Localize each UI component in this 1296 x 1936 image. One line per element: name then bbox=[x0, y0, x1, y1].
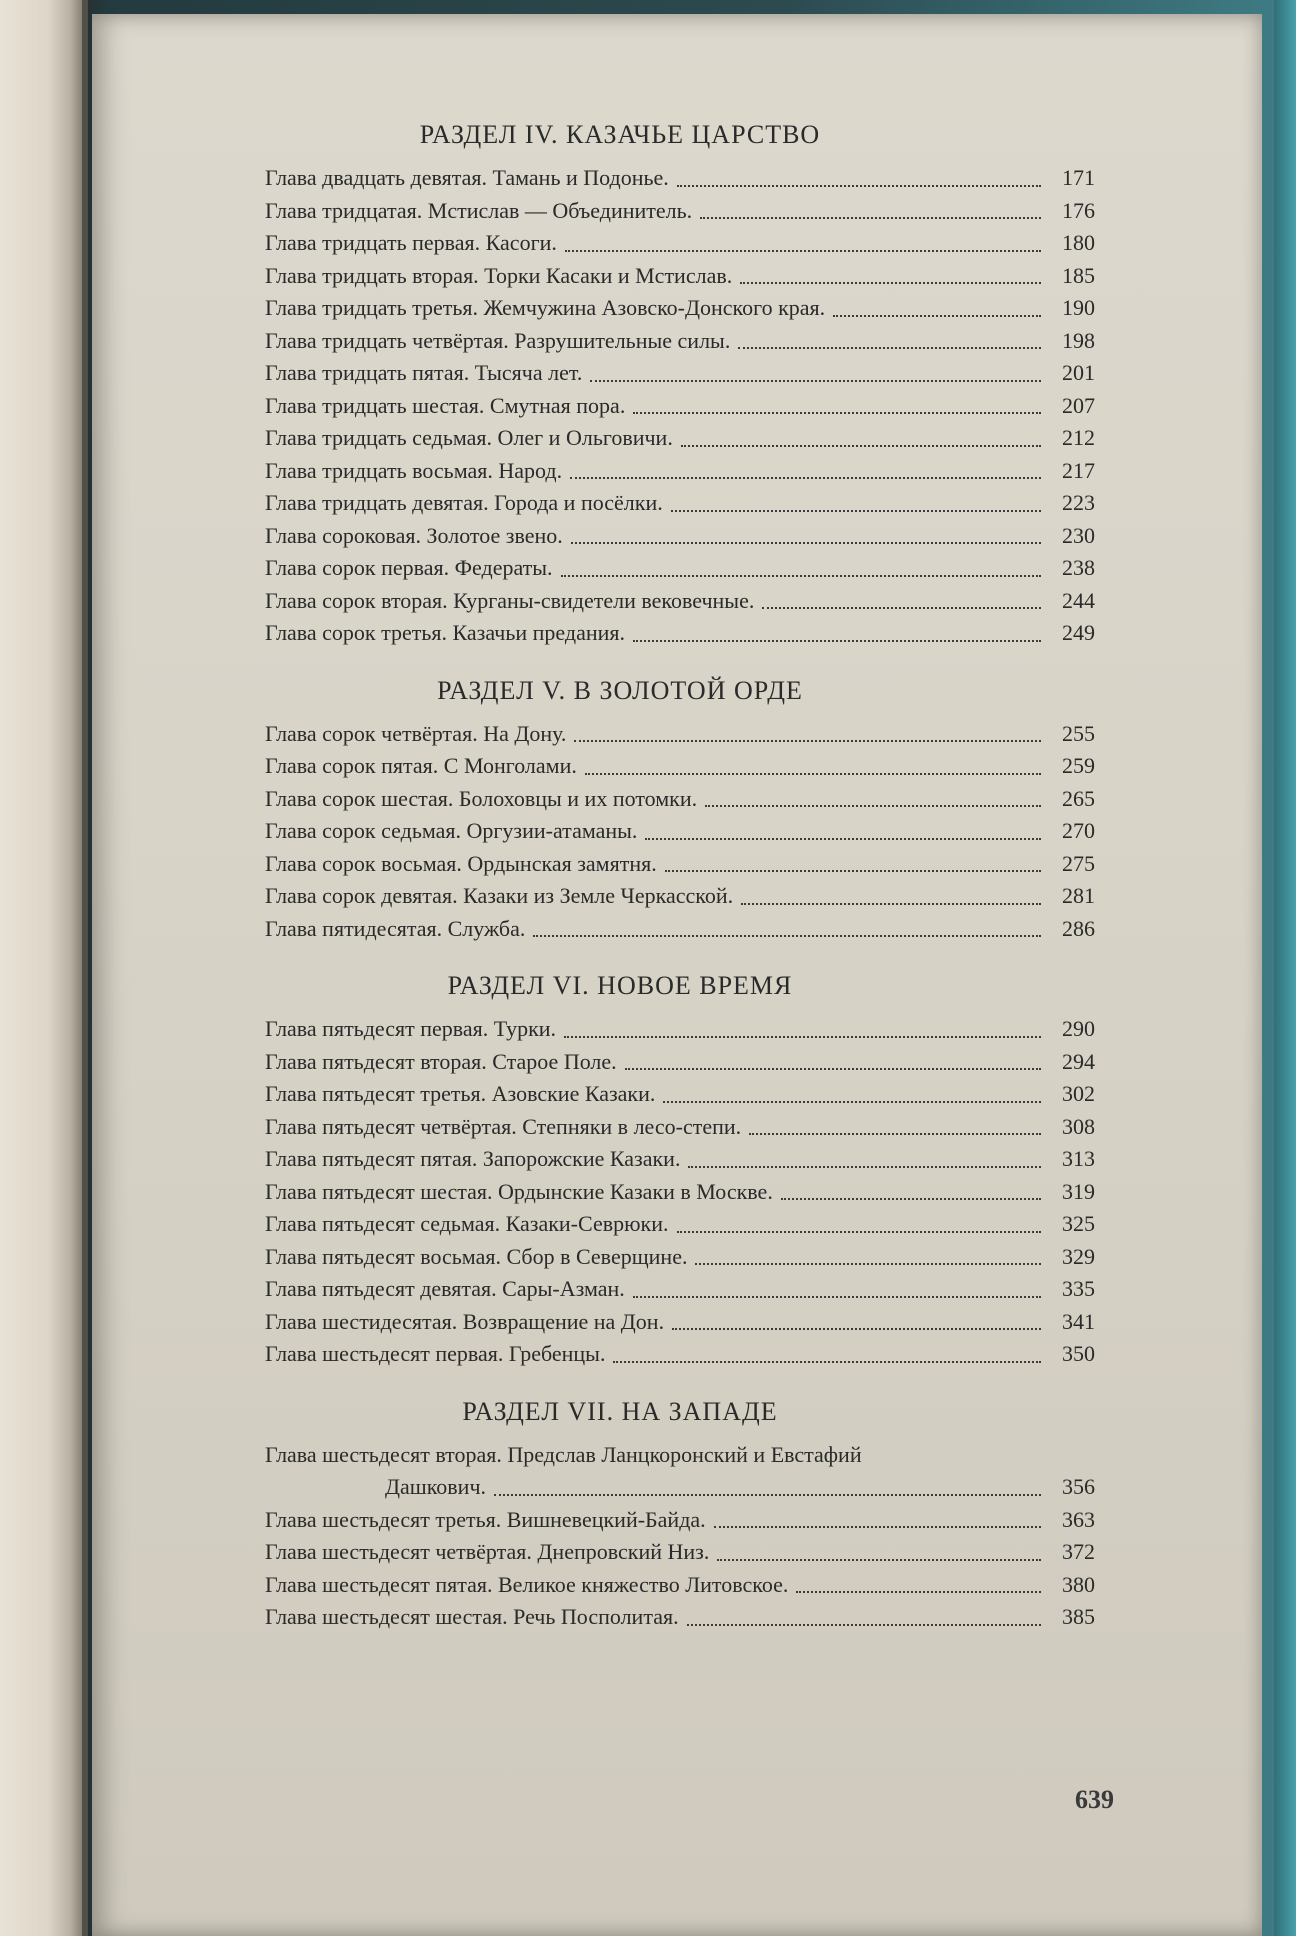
entry-title: Глава тридцать восьмая. Народ. bbox=[265, 457, 563, 483]
entry-title: Глава сорок вторая. Курганы-свидетели вековечные. bbox=[265, 587, 755, 613]
toc-entry bbox=[140, 880, 1140, 913]
dot-leader bbox=[565, 250, 1041, 252]
toc-entry bbox=[140, 617, 1140, 650]
toc-entry bbox=[140, 357, 1140, 390]
dot-leader bbox=[749, 1133, 1041, 1135]
entry-title: Глава тридцать вторая. Торки Касаки и Мстислав. bbox=[265, 262, 733, 288]
dot-leader bbox=[781, 1198, 1041, 1200]
entry-title: Глава пятьдесят седьмая. Казаки-Севрюки. bbox=[265, 1211, 669, 1236]
left-page-edge bbox=[0, 0, 88, 1936]
toc-entry bbox=[140, 292, 1140, 325]
entry-page-number: 363 bbox=[1062, 1506, 1095, 1532]
toc-entry bbox=[140, 1208, 1140, 1241]
entry-page-number: 380 bbox=[1062, 1571, 1095, 1597]
entry-page-number: 249 bbox=[1062, 620, 1095, 645]
entry-page-number: 290 bbox=[1062, 1016, 1095, 1041]
toc-entry bbox=[140, 1241, 1140, 1274]
toc-entry bbox=[140, 260, 1140, 293]
entry-title: Глава тридцать седьмая. Олег и Ольговичи. bbox=[265, 425, 673, 450]
entry-page-number: 281 bbox=[1062, 883, 1095, 908]
entry-title: Глава сорок четвёртая. На Дону. bbox=[265, 720, 567, 746]
dot-leader bbox=[738, 347, 1041, 349]
toc-entry bbox=[140, 195, 1140, 228]
toc-entry bbox=[140, 162, 1140, 195]
entry-title: Глава пятидесятая. Служба. bbox=[265, 915, 526, 941]
entry-title: Глава шестьдесят вторая. Предслав Ланцкоронский и Евстафий bbox=[265, 1441, 862, 1467]
toc-entry bbox=[140, 455, 1140, 488]
dot-leader bbox=[762, 607, 1041, 609]
toc-entry bbox=[140, 487, 1140, 520]
entry-page-number: 259 bbox=[1062, 753, 1095, 778]
entry-title: Глава двадцать девятая. Тамань и Подонье. bbox=[265, 165, 669, 190]
toc-entry bbox=[140, 325, 1140, 358]
entry-page-number: 201 bbox=[1062, 360, 1095, 385]
entry-title: Глава тридцать четвёртая. Разрушительные силы. bbox=[265, 327, 731, 353]
toc-entry bbox=[140, 1046, 1140, 1079]
toc-entry bbox=[140, 750, 1140, 783]
entry-title: Глава сорок третья. Казачьи предания. bbox=[265, 620, 626, 645]
entry-title: Глава сороковая. Золотое звено. bbox=[265, 522, 563, 548]
entry-page-number: 294 bbox=[1062, 1048, 1095, 1074]
section-title: РАЗДЕЛ VI. НОВОЕ ВРЕМЯ bbox=[447, 971, 793, 1000]
toc-entry bbox=[140, 1111, 1140, 1144]
entry-page-number: 238 bbox=[1062, 555, 1095, 580]
dot-leader bbox=[571, 542, 1041, 544]
entry-title: Глава пятьдесят девятая. Сары-Азман. bbox=[265, 1276, 625, 1301]
entry-continuation-line bbox=[265, 1471, 1140, 1504]
page-number: 639 bbox=[1075, 1785, 1114, 1814]
entry-title: Глава тридцать шестая. Смутная пора. bbox=[265, 392, 626, 418]
dot-leader bbox=[695, 1263, 1041, 1265]
toc-entry bbox=[140, 1273, 1140, 1306]
toc-entry bbox=[140, 227, 1140, 260]
entry-page-number: 230 bbox=[1062, 522, 1095, 548]
toc-entry bbox=[140, 1306, 1140, 1339]
dot-leader bbox=[714, 1526, 1041, 1528]
entry-title: Глава шестьдесят третья. Вишневецкий-Байда. bbox=[265, 1506, 706, 1532]
entry-page-number: 341 bbox=[1062, 1308, 1095, 1334]
section-title: РАЗДЕЛ VII. НА ЗАПАДЕ bbox=[462, 1396, 778, 1426]
dot-leader bbox=[633, 640, 1041, 642]
book-cover-edge bbox=[1274, 0, 1296, 1936]
table-of-contents bbox=[140, 120, 1140, 1634]
entry-page-number: 176 bbox=[1062, 197, 1095, 223]
dot-leader bbox=[574, 740, 1041, 742]
dot-leader bbox=[796, 1591, 1041, 1593]
toc-entry-list bbox=[140, 162, 1140, 650]
entry-title: Глава тридцать первая. Касоги. bbox=[265, 230, 557, 255]
dot-leader bbox=[665, 870, 1041, 872]
dot-leader bbox=[625, 1068, 1041, 1070]
dot-leader bbox=[681, 445, 1041, 447]
entry-title: Глава пятьдесят пятая. Запорожские Казаки. bbox=[265, 1146, 681, 1171]
entry-title: Глава сорок девятая. Казаки из Земле Черкасской. bbox=[265, 883, 734, 908]
toc-entry bbox=[140, 1536, 1140, 1569]
entry-page-number: 313 bbox=[1062, 1146, 1095, 1171]
dot-leader bbox=[688, 1166, 1041, 1168]
section-title: РАЗДЕЛ V. В ЗОЛОТОЙ ОРДЕ bbox=[437, 675, 803, 705]
dot-leader bbox=[613, 1361, 1041, 1363]
dot-leader bbox=[740, 282, 1041, 284]
toc-entry-list bbox=[140, 1013, 1140, 1371]
entry-title: Глава сорок первая. Федераты. bbox=[265, 555, 553, 580]
entry-title: Глава пятьдесят вторая. Старое Поле. bbox=[265, 1048, 617, 1074]
toc-entry bbox=[140, 585, 1140, 618]
entry-title-continuation: Дашкович. bbox=[385, 1474, 487, 1499]
dot-leader bbox=[687, 1624, 1041, 1626]
entry-page-number: 350 bbox=[1062, 1341, 1095, 1366]
entry-page-number: 356 bbox=[1062, 1474, 1095, 1499]
toc-entry bbox=[140, 1601, 1140, 1634]
dot-leader bbox=[561, 575, 1041, 577]
entry-title: Глава пятьдесят четвёртая. Степняки в лесо-степи. bbox=[265, 1113, 742, 1139]
entry-page-number: 198 bbox=[1062, 327, 1095, 353]
entry-page-number: 185 bbox=[1062, 262, 1095, 288]
entry-title: Глава сорок восьмая. Ордынская замятня. bbox=[265, 850, 657, 876]
entry-page-number: 302 bbox=[1062, 1081, 1095, 1106]
toc-entry bbox=[140, 1176, 1140, 1209]
dot-leader bbox=[645, 838, 1041, 840]
dot-leader bbox=[633, 1296, 1041, 1298]
entry-page-number: 325 bbox=[1062, 1211, 1095, 1236]
entry-page-number: 190 bbox=[1062, 295, 1095, 320]
entry-title: Глава тридцать третья. Жемчужина Азовско-Донского края. bbox=[265, 295, 826, 320]
entry-page-number: 335 bbox=[1062, 1276, 1095, 1301]
dot-leader bbox=[633, 412, 1041, 414]
entry-title: Глава сорок пятая. С Монголами. bbox=[265, 753, 577, 778]
entry-page-number: 319 bbox=[1062, 1178, 1095, 1204]
dot-leader bbox=[671, 510, 1041, 512]
entry-title: Глава тридцать девятая. Города и посёлки. bbox=[265, 490, 663, 515]
toc-entry bbox=[140, 783, 1140, 816]
entry-title: Глава пятьдесят восьмая. Сбор в Северщине. bbox=[265, 1243, 688, 1269]
entry-title: Глава пятьдесят третья. Азовские Казаки. bbox=[265, 1081, 656, 1106]
dot-leader bbox=[564, 1036, 1041, 1038]
dot-leader bbox=[717, 1559, 1041, 1561]
entry-page-number: 255 bbox=[1062, 720, 1095, 746]
dot-leader bbox=[585, 773, 1041, 775]
dot-leader bbox=[833, 315, 1041, 317]
entry-title: Глава пятьдесят первая. Турки. bbox=[265, 1016, 557, 1041]
toc-section bbox=[140, 676, 1140, 946]
entry-page-number: 223 bbox=[1062, 490, 1095, 515]
toc-section bbox=[140, 1397, 1140, 1634]
entry-title: Глава сорок седьмая. Оргузии-атаманы. bbox=[265, 818, 638, 843]
toc-entry bbox=[140, 520, 1140, 553]
dot-leader bbox=[677, 185, 1041, 187]
entry-page-number: 212 bbox=[1062, 425, 1095, 450]
toc-entry bbox=[140, 1569, 1140, 1602]
entry-title: Глава шестьдесят четвёртая. Днепровский Низ. bbox=[265, 1539, 710, 1564]
entry-page-number: 385 bbox=[1062, 1604, 1095, 1629]
entry-page-number: 329 bbox=[1062, 1243, 1095, 1269]
entry-page-number: 217 bbox=[1062, 457, 1095, 483]
dot-leader bbox=[533, 935, 1041, 937]
toc-entry bbox=[140, 1439, 1140, 1504]
toc-entry bbox=[140, 913, 1140, 946]
dot-leader bbox=[494, 1494, 1041, 1496]
dot-leader bbox=[672, 1328, 1041, 1330]
entry-page-number: 275 bbox=[1062, 850, 1095, 876]
toc-entry bbox=[140, 1078, 1140, 1111]
toc-entry bbox=[140, 1504, 1140, 1537]
toc-entry bbox=[140, 552, 1140, 585]
toc-entry bbox=[140, 1338, 1140, 1371]
toc-entry bbox=[140, 718, 1140, 751]
entry-page-number: 171 bbox=[1062, 165, 1095, 190]
toc-entry bbox=[140, 422, 1140, 455]
entry-title: Глава шестьдесят шестая. Речь Посполитая. bbox=[265, 1604, 679, 1629]
dot-leader bbox=[677, 1231, 1042, 1233]
entry-page-number: 180 bbox=[1062, 230, 1095, 255]
entry-title: Глава тридцать пятая. Тысяча лет. bbox=[265, 360, 583, 385]
toc-section bbox=[140, 120, 1140, 650]
entry-page-number: 265 bbox=[1062, 785, 1095, 811]
entry-title: Глава шестьдесят пятая. Великое княжество Литовское. bbox=[265, 1571, 789, 1597]
entry-title: Глава шестьдесят первая. Гребенцы. bbox=[265, 1341, 606, 1366]
toc-entry-list bbox=[140, 718, 1140, 946]
toc-entry bbox=[140, 1013, 1140, 1046]
dot-leader bbox=[663, 1101, 1041, 1103]
dot-leader bbox=[700, 217, 1041, 219]
entry-page-number: 372 bbox=[1062, 1539, 1095, 1564]
toc-entry bbox=[140, 1143, 1140, 1176]
dot-leader bbox=[570, 477, 1041, 479]
dot-leader bbox=[705, 805, 1041, 807]
toc-entry bbox=[140, 848, 1140, 881]
entry-page-number: 270 bbox=[1062, 818, 1095, 843]
dot-leader bbox=[590, 380, 1041, 382]
toc-entry bbox=[140, 390, 1140, 423]
toc-entry-list bbox=[140, 1439, 1140, 1634]
entry-page-number: 286 bbox=[1062, 915, 1095, 941]
entry-title: Глава пятьдесят шестая. Ордынские Казаки в Москве. bbox=[265, 1178, 773, 1204]
toc-section bbox=[140, 971, 1140, 1371]
entry-page-number: 207 bbox=[1062, 392, 1095, 418]
section-title: РАЗДЕЛ IV. КАЗАЧЬЕ ЦАРСТВО bbox=[419, 120, 821, 149]
dot-leader bbox=[741, 903, 1041, 905]
entry-title: Глава сорок шестая. Болоховцы и их потомки. bbox=[265, 785, 698, 811]
entry-title: Глава тридцатая. Мстислав — Объединитель. bbox=[265, 197, 693, 223]
entry-title: Глава шестидесятая. Возвращение на Дон. bbox=[265, 1308, 665, 1334]
entry-page-number: 244 bbox=[1062, 587, 1095, 613]
entry-page-number: 308 bbox=[1062, 1113, 1095, 1139]
toc-entry bbox=[140, 815, 1140, 848]
